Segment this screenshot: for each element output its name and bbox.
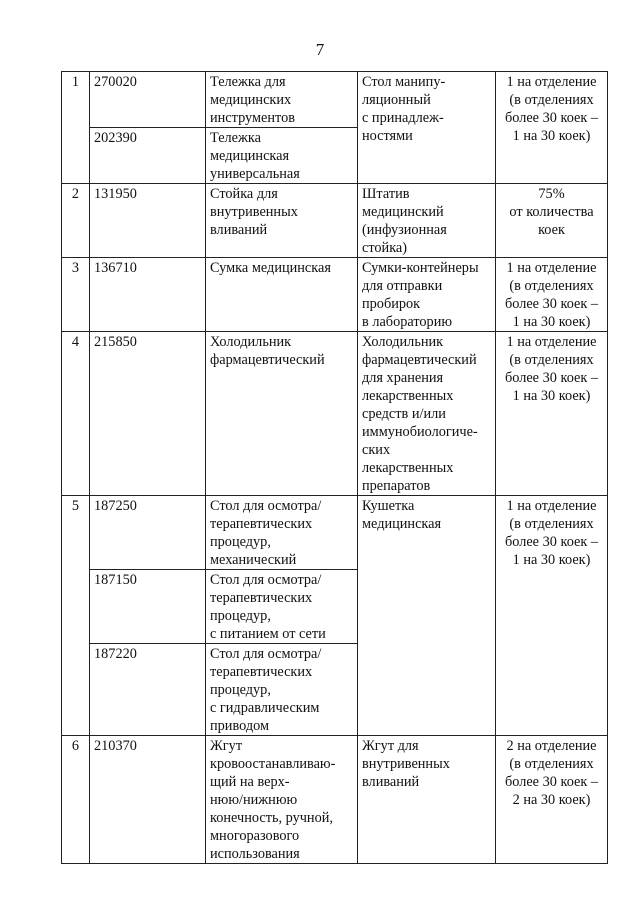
- table-row: [62, 184, 608, 258]
- purpose-line: средств и/или: [362, 406, 446, 422]
- item-name-line: приводом: [210, 718, 270, 734]
- table-row: [62, 332, 608, 496]
- item-code: 210370: [90, 736, 206, 864]
- purpose-line: препаратов: [362, 478, 431, 494]
- equipment-norm: [496, 496, 608, 736]
- norm-line: 1 на 30 коек): [512, 128, 591, 144]
- item-name-line: кровоостанавливаю-: [210, 756, 336, 772]
- purpose-line: Штатив: [362, 186, 410, 202]
- norm-line: более 30 коек –: [504, 370, 599, 386]
- purpose-line: ностями: [362, 128, 413, 144]
- item-name: [206, 496, 358, 570]
- norm-line: 2 на отделение: [506, 738, 597, 754]
- purpose-line: внутривенных: [362, 756, 450, 772]
- norm-line: (в отделениях: [509, 756, 594, 772]
- row-number: 6: [62, 736, 90, 864]
- table-row: [62, 496, 608, 570]
- purpose-line: в лабораторию: [362, 314, 453, 330]
- item-name-line: конечность, ручной,: [210, 810, 333, 826]
- item-name-line: фармацевтический: [210, 352, 325, 368]
- item-name: [206, 128, 358, 184]
- equipment-norm: [496, 72, 608, 184]
- item-name-line: Сумка медицинская: [210, 260, 331, 276]
- equipment-purpose: [358, 184, 496, 258]
- row-number: 2: [62, 184, 90, 258]
- item-name-line: Холодильник: [210, 334, 292, 350]
- norm-line: (в отделениях: [509, 278, 594, 294]
- purpose-line: Стол манипу-: [362, 74, 446, 90]
- item-code: 215850: [90, 332, 206, 496]
- item-name: [206, 258, 358, 332]
- purpose-line: лекарственных: [362, 460, 454, 476]
- purpose-line: вливаний: [362, 774, 420, 790]
- item-name-line: использования: [210, 846, 300, 862]
- equipment-norm: [496, 258, 608, 332]
- norm-line: (в отделениях: [509, 516, 594, 532]
- norm-line: 1 на отделение: [506, 74, 597, 90]
- item-name: [206, 570, 358, 644]
- item-code: 187150: [90, 570, 206, 644]
- norm-line: 1 на отделение: [506, 498, 597, 514]
- purpose-line: (инфузионная: [362, 222, 447, 238]
- item-name-line: щий на верх-: [210, 774, 290, 790]
- purpose-line: Сумки-контейнеры: [362, 260, 479, 276]
- table-row: [62, 258, 608, 332]
- equipment-purpose: [358, 332, 496, 496]
- norm-line: 75%: [538, 186, 565, 202]
- row-number: 3: [62, 258, 90, 332]
- item-name: [206, 332, 358, 496]
- equipment-norm: [496, 184, 608, 258]
- item-name-line: Жгут: [210, 738, 243, 754]
- purpose-line: медицинская: [362, 516, 442, 532]
- purpose-line: для хранения: [362, 370, 444, 386]
- item-name-line: с гидравлическим: [210, 700, 320, 716]
- item-name-line: процедур,: [210, 608, 271, 624]
- row-number: 1: [62, 72, 90, 184]
- norm-line: 1 на отделение: [506, 334, 597, 350]
- table-row: [62, 736, 608, 864]
- equipment-purpose: [358, 736, 496, 864]
- item-name-line: механический: [210, 552, 297, 568]
- equipment-purpose: [358, 496, 496, 736]
- item-code: 187220: [90, 644, 206, 736]
- item-name: [206, 184, 358, 258]
- norm-line: 1 на 30 коек): [512, 314, 591, 330]
- norm-line: от количества: [509, 204, 594, 220]
- item-name-line: нюю/нижнюю: [210, 792, 298, 808]
- item-name: [206, 644, 358, 736]
- item-name: [206, 736, 358, 864]
- equipment-purpose: [358, 258, 496, 332]
- item-name-line: вливаний: [210, 222, 268, 238]
- norm-line: 1 на 30 коек): [512, 388, 591, 404]
- item-code: 187250: [90, 496, 206, 570]
- norm-line: более 30 коек –: [504, 296, 599, 312]
- item-name-line: Стойка для: [210, 186, 278, 202]
- item-name-line: терапевтических: [210, 664, 313, 680]
- norm-line: 1 на отделение: [506, 260, 597, 276]
- item-name-line: терапевтических: [210, 516, 313, 532]
- norm-line: коек: [538, 222, 565, 238]
- purpose-line: иммунобиологиче-: [362, 424, 478, 440]
- norm-line: (в отделениях: [509, 92, 594, 108]
- item-name: [206, 72, 358, 128]
- item-name-line: Стол для осмотра/: [210, 646, 322, 662]
- item-name-line: терапевтических: [210, 590, 313, 606]
- purpose-line: стойка): [362, 240, 408, 256]
- item-name-line: процедур,: [210, 682, 271, 698]
- item-name-line: медицинских: [210, 92, 292, 108]
- equipment-table: [61, 71, 608, 864]
- purpose-line: пробирок: [362, 296, 421, 312]
- norm-line: более 30 коек –: [504, 534, 599, 550]
- purpose-line: Кушетка: [362, 498, 415, 514]
- item-name-line: Тележка: [210, 130, 261, 146]
- table-row: [62, 72, 608, 128]
- item-name-line: Стол для осмотра/: [210, 572, 322, 588]
- item-code: 136710: [90, 258, 206, 332]
- item-code: 131950: [90, 184, 206, 258]
- purpose-line: ляционный: [362, 92, 431, 108]
- item-name-line: многоразового: [210, 828, 300, 844]
- purpose-line: медицинский: [362, 204, 444, 220]
- item-name-line: внутривенных: [210, 204, 298, 220]
- item-name-line: универсальная: [210, 166, 300, 182]
- purpose-line: Холодильник: [362, 334, 444, 350]
- page-number: 7: [315, 40, 325, 59]
- item-name-line: Стол для осмотра/: [210, 498, 322, 514]
- purpose-line: Жгут для: [362, 738, 419, 754]
- purpose-line: фармацевтический: [362, 352, 477, 368]
- purpose-line: для отправки: [362, 278, 443, 294]
- purpose-line: ских: [362, 442, 391, 458]
- item-code: 270020: [90, 72, 206, 128]
- equipment-norm: [496, 736, 608, 864]
- table-body: [62, 72, 608, 864]
- norm-line: более 30 коек –: [504, 110, 599, 126]
- norm-line: 2 на 30 коек): [512, 792, 591, 808]
- item-name-line: медицинская: [210, 148, 290, 164]
- norm-line: (в отделениях: [509, 352, 594, 368]
- row-number: 4: [62, 332, 90, 496]
- purpose-line: с принадлеж-: [362, 110, 444, 126]
- norm-line: 1 на 30 коек): [512, 552, 591, 568]
- item-code: 202390: [90, 128, 206, 184]
- item-name-line: Тележка для: [210, 74, 286, 90]
- item-name-line: процедур,: [210, 534, 271, 550]
- item-name-line: с питанием от сети: [210, 626, 326, 642]
- equipment-purpose: [358, 72, 496, 184]
- equipment-norm: [496, 332, 608, 496]
- row-number: 5: [62, 496, 90, 736]
- item-name-line: инструментов: [210, 110, 295, 126]
- norm-line: более 30 коек –: [504, 774, 599, 790]
- purpose-line: лекарственных: [362, 388, 454, 404]
